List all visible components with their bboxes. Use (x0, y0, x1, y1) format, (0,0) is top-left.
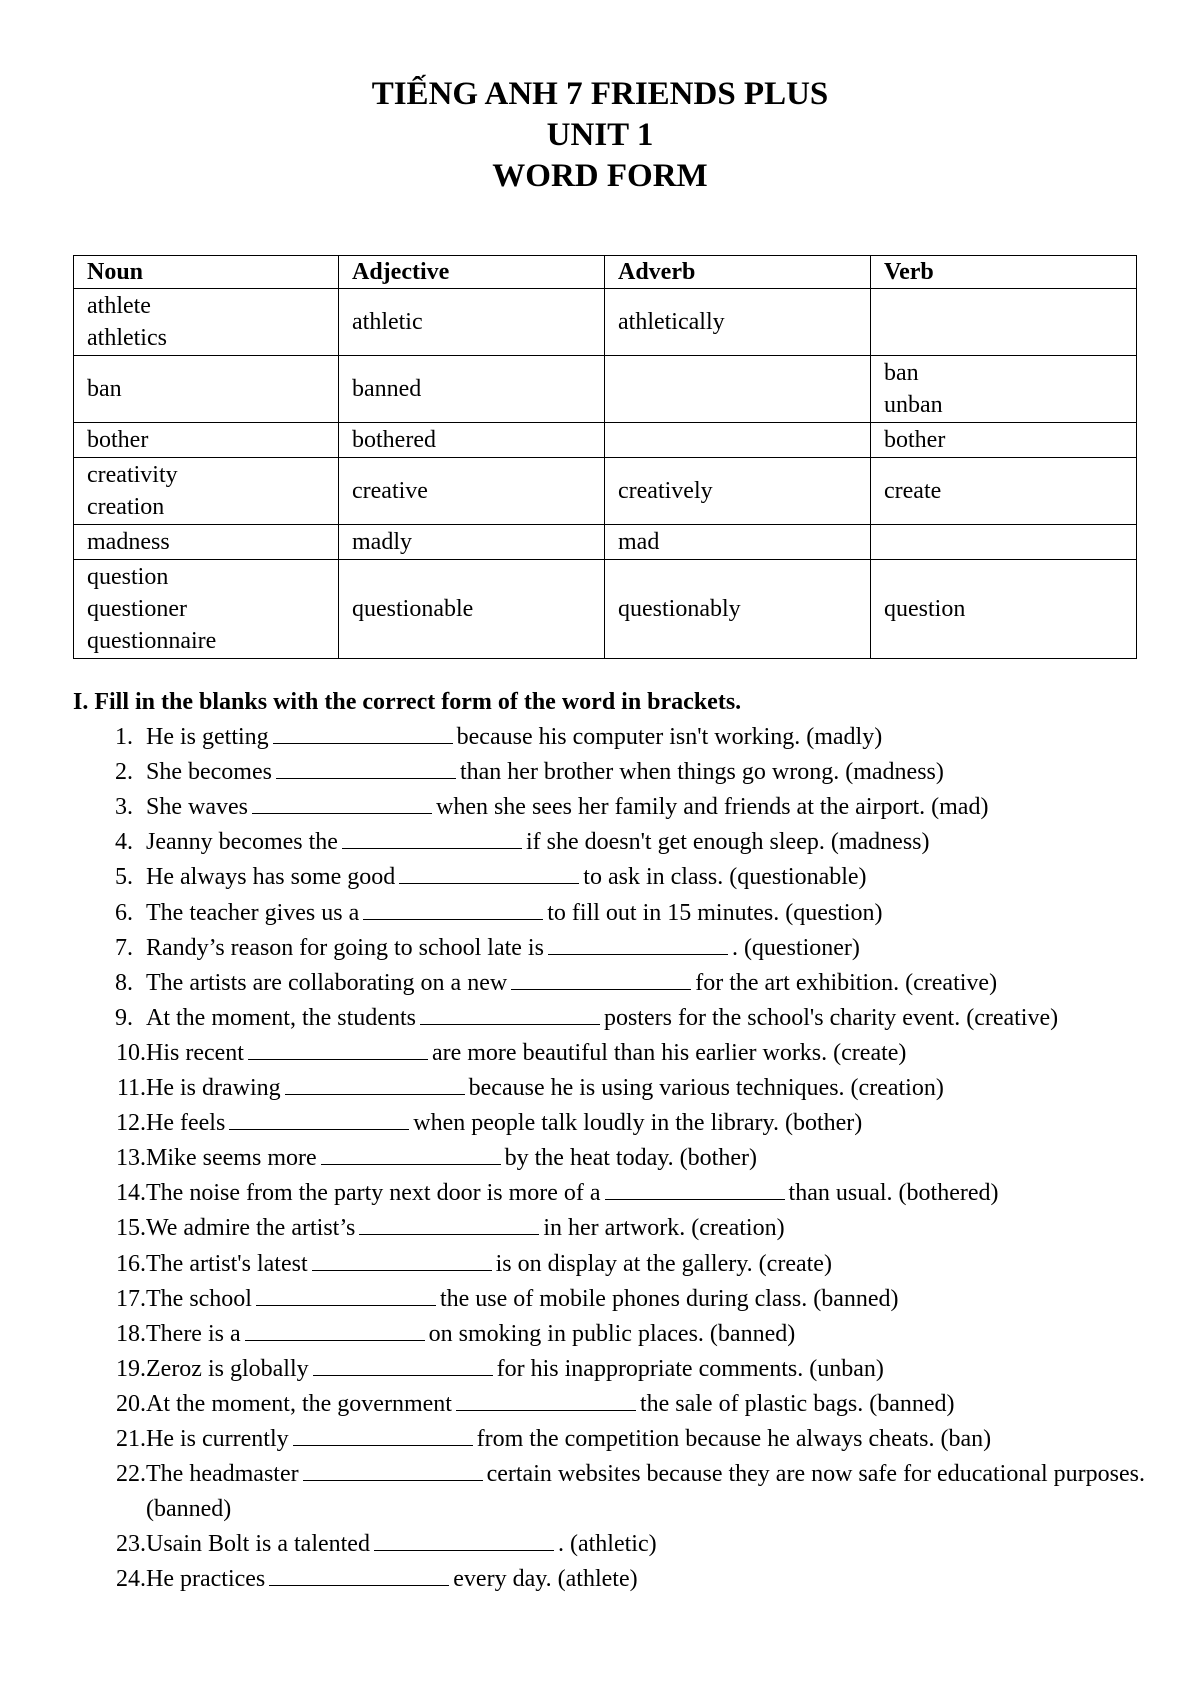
header-verb: Verb (871, 256, 1137, 289)
cell-word: create (884, 478, 942, 504)
item-sentence (146, 1106, 1153, 1141)
answer-blank[interactable] (229, 1109, 409, 1130)
cell-word: banned (352, 376, 422, 402)
table-row (74, 525, 1137, 560)
list-item (73, 1422, 1153, 1457)
cell-adjective (339, 356, 605, 423)
sentence-before: He is currently (146, 1425, 289, 1452)
sentence-after: every day. (athlete) (453, 1566, 638, 1593)
sentence-before: The teacher gives us a (146, 899, 360, 926)
cell-verb (871, 560, 1137, 659)
sentence-before: His recent (146, 1039, 244, 1066)
list-item (73, 1071, 1153, 1106)
list-item (73, 931, 1153, 966)
sentence-before: The noise from the party next door is more of a (146, 1180, 601, 1207)
cell-adjective (339, 289, 605, 356)
sentence-after: to ask in class. (questionable) (583, 864, 867, 891)
table-row (74, 423, 1137, 458)
sentence-before: Usain Bolt is a talented (146, 1531, 370, 1558)
cell-noun (74, 423, 339, 458)
sentence-after: than usual. (bothered) (788, 1180, 999, 1207)
cell-word: questioner (87, 596, 187, 622)
answer-blank[interactable] (456, 1390, 636, 1411)
sentence-before: Mike seems more (146, 1145, 317, 1172)
sentence-before: She becomes (146, 759, 272, 786)
answer-blank[interactable] (276, 758, 456, 779)
item-sentence (146, 860, 1153, 895)
item-sentence (146, 825, 1153, 860)
item-sentence (146, 931, 1153, 966)
cell-word: questionnaire (87, 628, 217, 654)
cell-word: madly (352, 529, 412, 555)
item-number: 1. (115, 724, 133, 751)
sentence-after: . (athletic) (557, 1531, 657, 1558)
sentence-after: for the art exhibition. (creative) (695, 969, 998, 996)
list-item (73, 1457, 1153, 1527)
item-sentence (146, 1422, 1153, 1457)
item-sentence (146, 1176, 1153, 1211)
cell-adverb (605, 423, 871, 458)
answer-blank[interactable] (312, 1250, 492, 1271)
cell-word: bother (87, 427, 149, 453)
item-number: 13. (116, 1145, 146, 1172)
cell-word: questionable (352, 596, 474, 622)
word-form-table-body (74, 289, 1137, 659)
header-adverb: Adverb (605, 256, 871, 289)
cell-word: unban (884, 392, 943, 418)
list-item (73, 825, 1153, 860)
cell-verb (871, 289, 1137, 356)
cell-word: questionably (618, 596, 741, 622)
cell-word: question (87, 564, 169, 590)
cell-verb (871, 525, 1137, 560)
title-topic: WORD FORM (492, 158, 708, 194)
sentence-after: if she doesn't get enough sleep. (madness) (525, 829, 930, 856)
answer-blank[interactable] (273, 723, 453, 744)
sentence-before: The artist's latest (146, 1250, 308, 1277)
cell-word: athletics (87, 325, 167, 351)
table-row (74, 289, 1137, 356)
list-item (73, 1562, 1153, 1597)
sentence-after: are more beautiful than his earlier works. (create) (431, 1039, 907, 1066)
list-item (73, 1352, 1153, 1387)
exercise-section (73, 685, 1153, 1597)
item-number: 24. (116, 1566, 146, 1593)
list-item (73, 755, 1153, 790)
answer-blank[interactable] (293, 1425, 473, 1446)
list-item (73, 896, 1153, 931)
sentence-before: Jeanny becomes the (146, 829, 338, 856)
header-adjective: Adjective (339, 256, 605, 289)
cell-noun (74, 560, 339, 659)
list-item (73, 1247, 1153, 1282)
title-course: TIẾNG ANH 7 FRIENDS PLUS (371, 76, 829, 112)
sentence-after: because he is using various techniques. (creation) (468, 1075, 944, 1102)
sentence-before: The headmaster (146, 1461, 299, 1488)
item-sentence (146, 1071, 1153, 1106)
item-sentence (146, 755, 1153, 790)
cell-adjective (339, 525, 605, 560)
answer-blank[interactable] (363, 899, 543, 920)
item-number: 20. (116, 1390, 146, 1417)
item-number: 9. (115, 1004, 133, 1031)
cell-adverb (605, 458, 871, 525)
list-item (73, 966, 1153, 1001)
item-number: 3. (115, 794, 133, 821)
item-sentence (146, 1036, 1153, 1071)
cell-word: question (884, 596, 966, 622)
cell-word: creative (352, 478, 428, 504)
header-noun: Noun (74, 256, 339, 289)
list-item (73, 1106, 1153, 1141)
sentence-after: the sale of plastic bags. (banned) (639, 1390, 955, 1417)
cell-adjective (339, 458, 605, 525)
item-sentence (146, 1387, 1153, 1422)
answer-blank[interactable] (342, 828, 522, 849)
title-block (0, 74, 1200, 197)
list-item (73, 860, 1153, 895)
exercise-list (73, 720, 1153, 1597)
answer-blank[interactable] (256, 1285, 436, 1306)
cell-verb (871, 458, 1137, 525)
list-item (73, 1527, 1153, 1562)
list-item (73, 1001, 1153, 1036)
answer-blank[interactable] (269, 1565, 449, 1586)
item-number: 19. (116, 1355, 146, 1382)
item-sentence (146, 896, 1153, 931)
cell-adverb (605, 356, 871, 423)
item-sentence (146, 1001, 1153, 1036)
list-item (73, 1211, 1153, 1246)
item-number: 16. (116, 1250, 146, 1277)
cell-word: athletic (352, 309, 423, 335)
sentence-after: . (questioner) (731, 934, 860, 961)
sentence-after: is on display at the gallery. (create) (495, 1250, 832, 1277)
item-number: 2. (115, 759, 133, 786)
list-item (73, 1387, 1153, 1422)
sentence-after: to fill out in 15 minutes. (question) (547, 899, 883, 926)
sentence-after: posters for the school's charity event. (creative) (603, 1004, 1059, 1031)
cell-word: creation (87, 494, 165, 520)
item-sentence (146, 720, 1153, 755)
item-number: 12. (116, 1110, 146, 1137)
sentence-after: than her brother when things go wrong. (madness) (459, 759, 944, 786)
item-number: 23. (116, 1531, 146, 1558)
cell-adjective (339, 560, 605, 659)
list-item (73, 1176, 1153, 1211)
table-header-row (74, 256, 1137, 289)
item-sentence (146, 966, 1153, 1001)
sentence-before: He practices (146, 1566, 266, 1593)
cell-adverb (605, 289, 871, 356)
word-form-table (73, 255, 1137, 659)
sentence-after: from the competition because he always cheats. (ban) (476, 1425, 992, 1452)
sentence-before: He feels (146, 1110, 226, 1137)
sentence-after: in her artwork. (creation) (543, 1215, 785, 1242)
answer-blank[interactable] (303, 1460, 483, 1481)
item-number: 22. (116, 1461, 146, 1488)
answer-blank[interactable] (321, 1144, 501, 1165)
item-sentence (146, 1317, 1153, 1352)
cell-word: ban (884, 360, 919, 386)
exercise-heading: I. Fill in the blanks with the correct form of the word in brackets. (73, 689, 742, 715)
item-number: 11. (116, 1075, 146, 1102)
sentence-after: certain websites because they are now safe for educational purposes. (banned) (146, 1461, 1145, 1523)
sentence-before: He is drawing (146, 1075, 281, 1102)
sentence-before: Randy’s reason for going to school late is (146, 934, 544, 961)
item-sentence (146, 1562, 1153, 1597)
sentence-before: There is a (146, 1320, 241, 1347)
item-number: 10. (116, 1039, 146, 1066)
cell-noun (74, 458, 339, 525)
item-number: 15. (116, 1215, 146, 1242)
cell-word: athletically (618, 309, 725, 335)
item-sentence (146, 1352, 1153, 1387)
cell-word: madness (87, 529, 170, 555)
cell-noun (74, 289, 339, 356)
cell-word: creatively (618, 478, 713, 504)
list-item (73, 720, 1153, 755)
cell-verb (871, 356, 1137, 423)
cell-noun (74, 356, 339, 423)
item-number: 17. (116, 1285, 146, 1312)
list-item (73, 1282, 1153, 1317)
sentence-before: The school (146, 1285, 252, 1312)
cell-word: mad (618, 529, 660, 555)
sentence-after: when she sees her family and friends at the airport. (mad) (435, 794, 989, 821)
answer-blank[interactable] (374, 1530, 554, 1551)
answer-blank[interactable] (245, 1320, 425, 1341)
sentence-before: The artists are collaborating on a new (146, 969, 508, 996)
cell-verb (871, 423, 1137, 458)
answer-blank[interactable] (399, 863, 579, 884)
cell-noun (74, 525, 339, 560)
sentence-before: At the moment, the students (146, 1004, 416, 1031)
table-row (74, 560, 1137, 659)
cell-word: bother (884, 427, 946, 453)
sentence-after: because his computer isn't working. (madly) (456, 724, 883, 751)
item-sentence (146, 790, 1153, 825)
cell-adverb (605, 560, 871, 659)
item-number: 6. (115, 899, 133, 926)
answer-blank[interactable] (252, 793, 432, 814)
item-sentence (146, 1457, 1153, 1527)
list-item (73, 790, 1153, 825)
item-number: 21. (116, 1425, 146, 1452)
sentence-after: the use of mobile phones during class. (banned) (439, 1285, 899, 1312)
item-sentence (146, 1247, 1153, 1282)
title-unit: UNIT 1 (546, 117, 654, 153)
table-row (74, 458, 1137, 525)
item-sentence (146, 1282, 1153, 1317)
answer-blank[interactable] (285, 1074, 465, 1095)
cell-word: bothered (352, 427, 436, 453)
list-item (73, 1141, 1153, 1176)
item-sentence (146, 1211, 1153, 1246)
item-number: 18. (116, 1320, 146, 1347)
sentence-before: At the moment, the government (146, 1390, 452, 1417)
item-number: 14. (116, 1180, 146, 1207)
cell-adverb (605, 525, 871, 560)
cell-word: athlete (87, 293, 151, 319)
sentence-before: We admire the artist’s (146, 1215, 356, 1242)
answer-blank[interactable] (420, 1004, 600, 1025)
answer-blank[interactable] (548, 934, 728, 955)
sentence-before: He is getting (146, 724, 269, 751)
answer-blank[interactable] (605, 1179, 785, 1200)
answer-blank[interactable] (511, 969, 691, 990)
sentence-after: when people talk loudly in the library. (bother) (413, 1110, 863, 1137)
sentence-before: She waves (146, 794, 248, 821)
item-number: 5. (115, 864, 133, 891)
cell-adjective (339, 423, 605, 458)
item-sentence (146, 1141, 1153, 1176)
sentence-before: He always has some good (146, 864, 396, 891)
cell-word: ban (87, 376, 122, 402)
list-item (73, 1036, 1153, 1071)
item-number: 4. (115, 829, 133, 856)
item-sentence (146, 1527, 1153, 1562)
answer-blank[interactable] (248, 1039, 428, 1060)
sentence-before: Zeroz is globally (146, 1355, 309, 1382)
cell-word: creativity (87, 462, 178, 488)
table-row (74, 356, 1137, 423)
sentence-after: on smoking in public places. (banned) (428, 1320, 796, 1347)
list-item (73, 1317, 1153, 1352)
item-number: 8. (115, 969, 133, 996)
answer-blank[interactable] (313, 1355, 493, 1376)
sentence-after: for his inappropriate comments. (unban) (496, 1355, 884, 1382)
answer-blank[interactable] (359, 1214, 539, 1235)
sentence-after: by the heat today. (bother) (504, 1145, 757, 1172)
item-number: 7. (115, 934, 133, 961)
